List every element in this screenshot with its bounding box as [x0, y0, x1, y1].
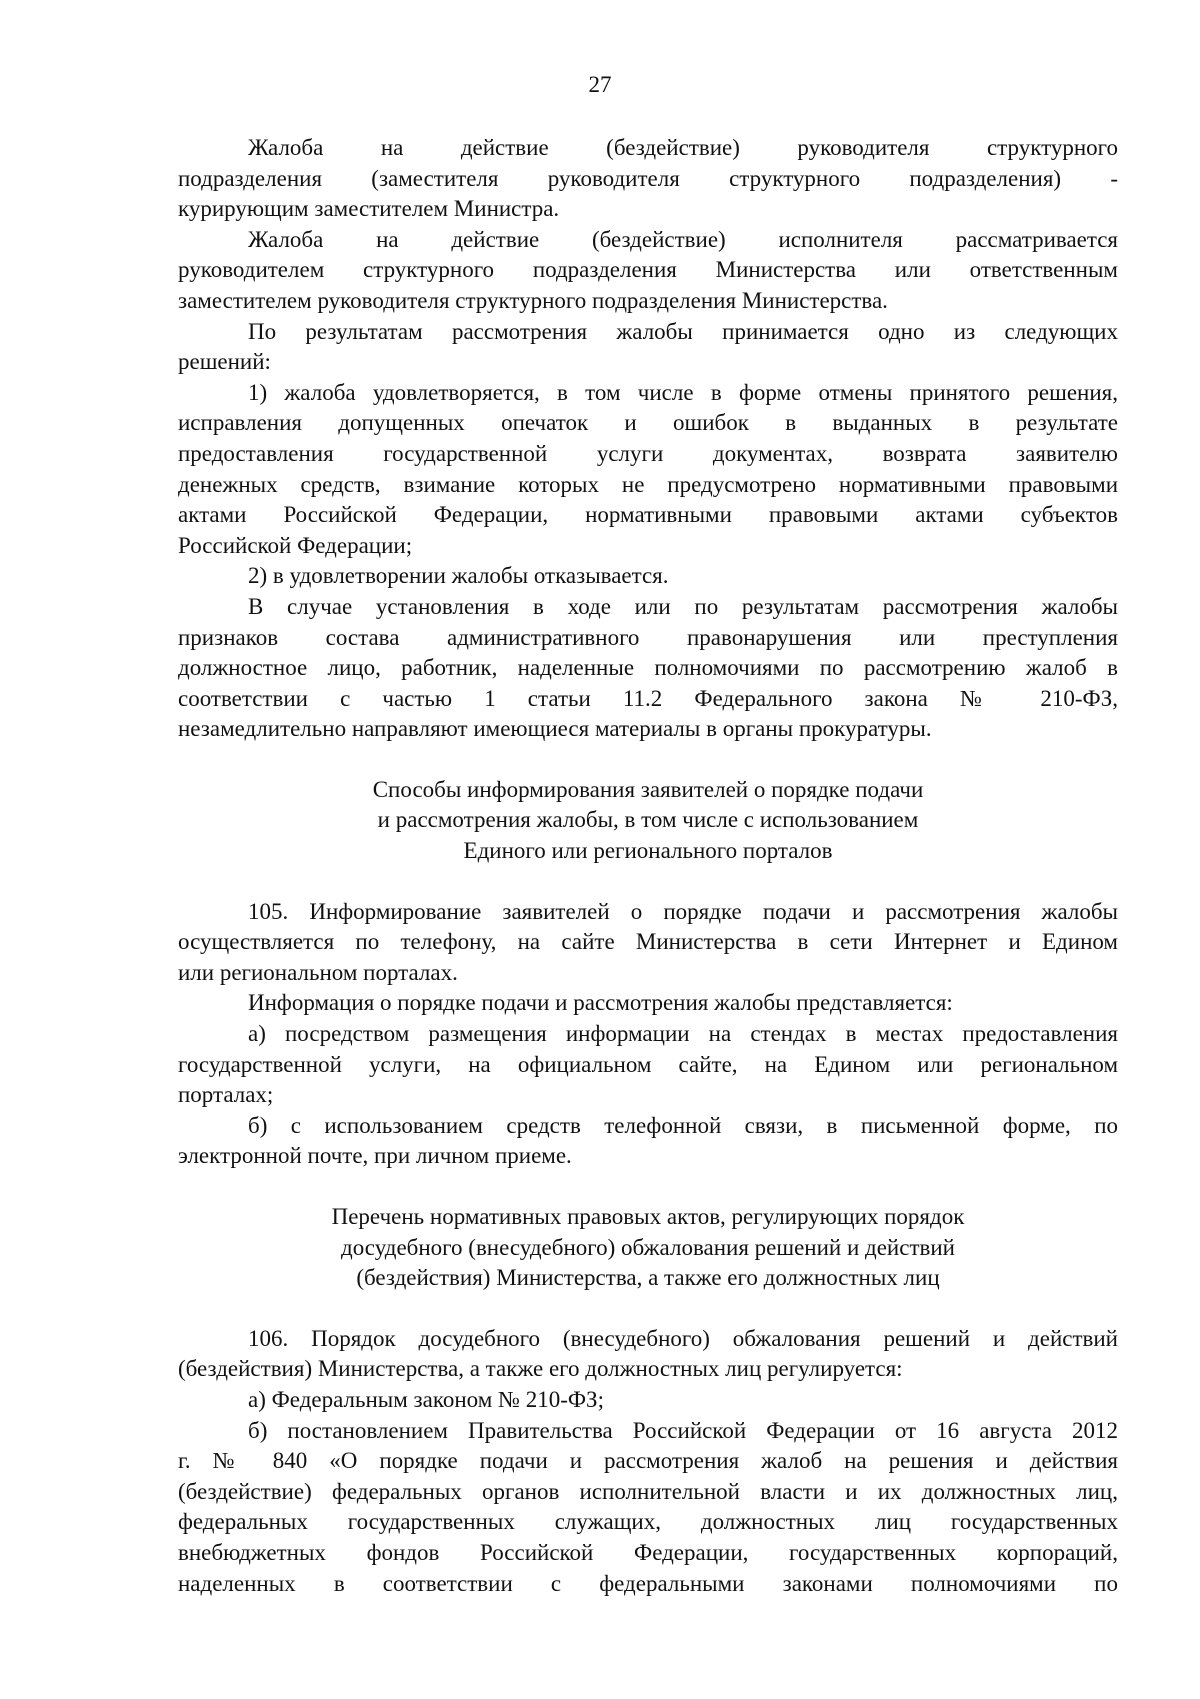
paragraph [178, 225, 1118, 317]
text-line: 2) в удовлетворении жалобы отказывается. [248, 563, 669, 589]
text-line: а) посредством размещения информации на стендах в местах предоставления [248, 1021, 1118, 1047]
text-line: заместителем руководителя структурного подразделения Министерства. [178, 287, 888, 313]
text-line: Жалоба на действие (бездействие) руководителя структурного [248, 135, 1118, 160]
text-line: исправления допущенных опечаток и ошибок в выданных в результате [178, 410, 1118, 436]
text-line: денежных средств, взимание которых не предусмотрено нормативными правовыми [178, 471, 1118, 497]
paragraph [178, 592, 1118, 745]
text-line: (бездействия) Министерства, а также его должностных лиц регулируется: [178, 1356, 903, 1382]
text-line: подразделения (заместителя руководителя структурного подразделения) - [178, 165, 1118, 191]
text-line: Перечень нормативных правовых актов, регулирующих порядок [331, 1204, 965, 1229]
text-line: или региональном порталах. [178, 959, 458, 985]
text-line: государственной услуги, на официальном сайте, на Едином или региональном [178, 1051, 1118, 1077]
text-line: а) Федеральным законом № 210-ФЗ; [248, 1386, 604, 1412]
text-line: порталах; [178, 1082, 274, 1108]
text-line: курирующим заместителем Министра. [178, 196, 560, 222]
paragraph [178, 897, 1118, 989]
text-line: наделенных в соответствии с федеральными законами полномочиями по [178, 1570, 1118, 1596]
section-heading [178, 775, 1118, 867]
paragraph [178, 561, 1118, 592]
text-line: 105. Информирование заявителей о порядке подачи и рассмотрения жалобы [248, 898, 1118, 924]
text-line: Российской Федерации; [178, 532, 413, 558]
paragraph [178, 1385, 1118, 1416]
text-line: Информация о порядке подачи и рассмотрения жалобы представляется: [248, 990, 953, 1016]
text-line: Жалоба на действие (бездействие) исполнителя рассматривается [248, 226, 1118, 252]
text-line: признаков состава административного правонарушения или преступления [178, 624, 1118, 650]
text-line: б) с использованием средств телефонной связи, в письменной форме, по [248, 1112, 1118, 1138]
text-line: незамедлительно направляют имеющиеся материалы в органы прокуратуры. [178, 716, 932, 742]
paragraph [178, 1111, 1118, 1172]
text-line: предоставления государственной услуги документах, возврата заявителю [178, 440, 1118, 466]
text-line: федеральных государственных служащих, должностных лиц государственных [178, 1509, 1118, 1535]
text-line: г. № 840 «О порядке подачи и рассмотрения жалоб на решения и действия [178, 1448, 1118, 1474]
section-heading [178, 1202, 1118, 1294]
text-line: внебюджетных фондов Российской Федерации, государственных корпораций, [178, 1539, 1118, 1565]
paragraph [178, 1019, 1118, 1111]
text-line: решений: [178, 349, 271, 375]
text-line: осуществляется по телефону, на сайте Министерства в сети Интернет и Едином [178, 929, 1118, 955]
text-line: соответствии с частью 1 статьи 11.2 Федерального закона № 210-ФЗ, [178, 685, 1118, 711]
text-line: 1) жалоба удовлетворяется, в том числе в форме отмены принятого решения, [248, 379, 1118, 405]
text-line: актами Российской Федерации, нормативными правовыми актами субъектов [178, 502, 1118, 528]
text-line: Способы информирования заявителей о порядке подачи [372, 776, 924, 802]
text-line: и рассмотрения жалобы, в том числе с использованием [377, 807, 919, 833]
paragraph [178, 1416, 1118, 1600]
text-line: электронной почте, при личном приеме. [178, 1143, 572, 1169]
paragraph [178, 133, 1118, 225]
paragraph [178, 1324, 1118, 1385]
text-line: досудебного (внесудебного) обжалования решений и действий [341, 1234, 955, 1260]
page-number: 27 [588, 72, 612, 97]
text-line: должностное лицо, работник, наделенные полномочиями по рассмотрению жалоб в [178, 655, 1118, 681]
text-line: б) постановлением Правительства Российской Федерации от 16 августа 2012 [248, 1417, 1118, 1443]
text-line: руководителем структурного подразделения Министерства или ответственным [178, 257, 1118, 283]
text-line: (бездействие) федеральных органов исполнительной власти и их должностных лиц, [178, 1478, 1118, 1504]
paragraph [178, 988, 1118, 1019]
text-line: Единого или регионального порталов [463, 838, 833, 864]
document-body [178, 133, 1118, 1599]
text-line: (бездействия) Министерства, а также его должностных лиц [356, 1265, 940, 1291]
text-line: В случае установления в ходе или по результатам рассмотрения жалобы [248, 593, 1118, 619]
paragraph [178, 317, 1118, 378]
text-line: 106. Порядок досудебного (внесудебного) обжалования решений и действий [248, 1325, 1118, 1351]
text-line: По результатам рассмотрения жалобы принимается одно из следующих [248, 318, 1118, 344]
paragraph [178, 378, 1118, 562]
